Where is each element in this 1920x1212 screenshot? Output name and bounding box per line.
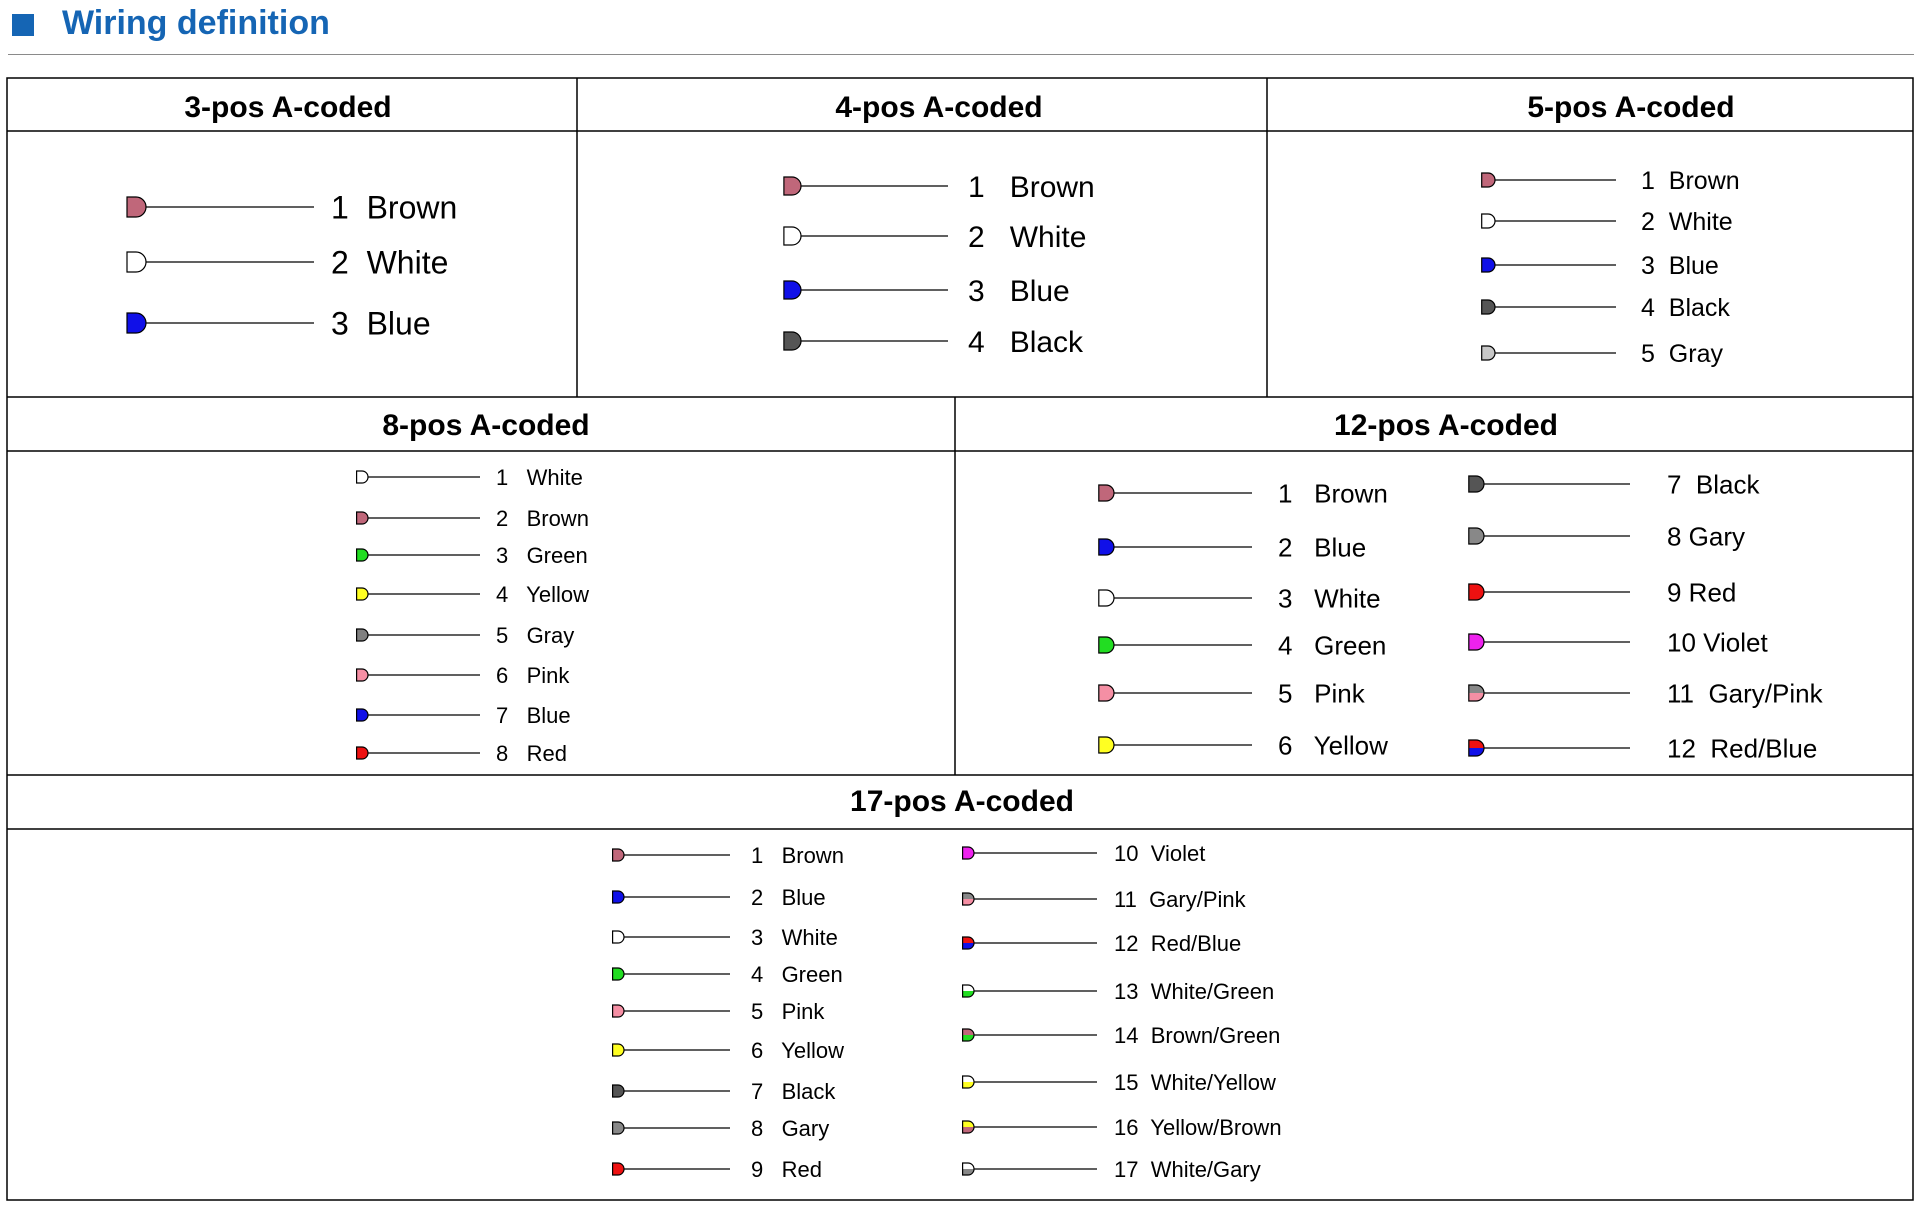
wire-connector-icon (127, 313, 146, 333)
wire-connector-icon (357, 512, 368, 524)
pin-label: 12 Red/Blue (1667, 733, 1818, 764)
pin-label: 1 Brown (968, 170, 1095, 204)
wire-connector-icon (1099, 539, 1114, 555)
pin-row (1099, 730, 1388, 760)
pin-row (1482, 208, 1733, 236)
pin-label: 13 White/Green (1114, 978, 1275, 1004)
wire-connector-icon (963, 847, 974, 859)
pin-label: 2 White (968, 220, 1087, 254)
pin-label: 5 Pink (751, 998, 825, 1024)
wire-connector-icon (127, 252, 146, 272)
pin-row (357, 465, 583, 490)
pin-label: 3 Green (496, 542, 588, 568)
pin-label: 1 Brown (1641, 167, 1740, 195)
wire-connector-icon (1099, 637, 1114, 653)
pin-label: 5 Gray (496, 622, 575, 648)
wire-connector-icon (613, 1085, 624, 1097)
pin-label: 16 Yellow/Brown (1114, 1114, 1282, 1140)
wire-connector-icon (1469, 528, 1484, 544)
pin-row (963, 1115, 1282, 1140)
pin-row (963, 887, 1247, 912)
wire-connector-icon (963, 1076, 974, 1088)
pin-row (357, 543, 588, 568)
pin-label: 10 Violet (1667, 627, 1768, 658)
wire-connector-icon (613, 1163, 624, 1175)
connector-title-8pos: 8-pos A-coded (382, 409, 590, 442)
pin-row (1469, 469, 1761, 499)
pin-row (963, 1070, 1276, 1095)
pin-label: 2 Blue (751, 884, 826, 910)
pin-row (613, 925, 838, 950)
pin-rows (127, 167, 1824, 1182)
pin-label: 7 Blue (496, 702, 571, 728)
pin-row (613, 962, 843, 987)
wire-connector-icon (127, 197, 146, 217)
wire-connector-icon (1469, 476, 1484, 492)
table-grid-lines (7, 78, 1913, 1200)
wire-connector-icon (357, 669, 368, 681)
wire-connector-icon (1482, 214, 1495, 228)
pin-row (357, 582, 589, 607)
pin-row (1469, 521, 1745, 551)
wire-connector-icon (1099, 485, 1114, 501)
pin-label: 11 Gary/Pink (1114, 886, 1246, 912)
pin-label: 4 Black (1641, 294, 1730, 322)
pin-row (963, 1157, 1261, 1182)
pin-label: 3 White (1278, 583, 1381, 614)
wire-connector-icon (1469, 584, 1484, 600)
wire-connector-icon (1099, 685, 1114, 701)
wire-connector-icon (784, 332, 801, 350)
pin-row (1482, 340, 1724, 368)
pin-label: 10 Violet (1114, 840, 1206, 866)
pin-label: 11 Gary/Pink (1667, 678, 1823, 709)
wire-connector-icon (1099, 590, 1114, 606)
wire-connector-icon (1469, 740, 1484, 756)
wire-connector-icon (784, 177, 801, 195)
connector-title-3pos: 3-pos A-coded (184, 91, 392, 124)
wire-connector-icon (963, 985, 974, 997)
pin-row (1482, 167, 1740, 195)
pin-row (613, 1116, 830, 1141)
pin-label: 9 Red (751, 1156, 822, 1182)
wire-connector-icon (357, 588, 368, 600)
wire-connector-icon (1482, 300, 1495, 314)
pin-row (963, 1023, 1281, 1048)
pin-label: 2 White (331, 244, 449, 281)
connector-title-17pos: 17-pos A-coded (850, 785, 1074, 818)
pin-row (357, 703, 571, 728)
pin-row (127, 245, 448, 281)
wire-connector-icon (613, 968, 624, 980)
pin-row (1099, 478, 1388, 508)
pin-label: 3 Blue (1641, 252, 1719, 280)
pin-row (1469, 577, 1737, 607)
wire-connector-icon (357, 747, 368, 759)
pin-row (613, 885, 826, 910)
pin-row (784, 221, 1086, 254)
pin-row (613, 999, 826, 1024)
pin-label: 8 Red (496, 740, 567, 766)
wire-connector-icon (963, 1163, 974, 1175)
pin-row (613, 1079, 837, 1104)
pin-row (357, 623, 575, 648)
pin-row (1482, 252, 1719, 280)
pin-row (784, 171, 1095, 204)
connector-title-4pos: 4-pos A-coded (835, 91, 1043, 124)
wire-connector-icon (1482, 173, 1495, 187)
pin-row (963, 931, 1242, 956)
pin-label: 2 Brown (496, 505, 589, 531)
pin-row (357, 741, 567, 766)
pin-row (963, 979, 1275, 1004)
pin-label: 6 Yellow (751, 1037, 844, 1063)
wire-connector-icon (357, 709, 368, 721)
pin-label: 2 Blue (1278, 532, 1367, 563)
pin-row (357, 506, 589, 531)
pin-label: 3 Blue (331, 305, 431, 342)
pin-row (1469, 627, 1769, 657)
wire-connector-icon (613, 1005, 624, 1017)
pin-label: 5 Gray (1641, 340, 1723, 368)
wire-connector-icon (963, 893, 974, 905)
wire-connector-icon (1099, 737, 1114, 753)
wire-connector-icon (1482, 258, 1495, 272)
wire-connector-icon (613, 931, 624, 943)
wire-connector-icon (357, 549, 368, 561)
section-title: Wiring definition (62, 4, 330, 42)
pin-label: 17 White/Gary (1114, 1156, 1261, 1182)
pin-row (1099, 678, 1366, 708)
pin-row (357, 663, 571, 688)
pin-row (1469, 678, 1824, 708)
wire-connector-icon (784, 281, 801, 299)
pin-row (1469, 733, 1818, 763)
pin-row (784, 275, 1070, 308)
pin-row (1099, 583, 1381, 613)
pin-row (127, 306, 431, 342)
pin-row (127, 190, 457, 226)
pin-label: 4 Black (968, 325, 1084, 359)
pin-label: 2 White (1641, 208, 1733, 236)
pin-label: 3 Blue (968, 274, 1070, 308)
pin-label: 7 Black (1667, 469, 1760, 500)
pin-label: 3 White (751, 924, 838, 950)
pin-label: 5 Pink (1278, 678, 1365, 709)
wire-connector-icon (613, 1044, 624, 1056)
pin-label: 1 White (496, 464, 583, 490)
pin-label: 12 Red/Blue (1114, 930, 1242, 956)
pin-label: 15 White/Yellow (1114, 1069, 1276, 1095)
pin-label: 1 Brown (751, 842, 844, 868)
pin-label: 6 Pink (496, 662, 570, 688)
pin-label: 8 Gary (751, 1115, 830, 1141)
pin-label: 9 Red (1667, 577, 1737, 608)
pin-row (1099, 532, 1366, 562)
wire-connector-icon (963, 1121, 974, 1133)
pin-label: 4 Yellow (496, 581, 589, 607)
pin-label: 4 Green (1278, 630, 1387, 661)
wire-connector-icon (784, 227, 801, 245)
pin-label: 4 Green (751, 961, 843, 987)
wire-connector-icon (357, 629, 368, 641)
wire-connector-icon (613, 1122, 624, 1134)
pin-row (1099, 630, 1387, 660)
pin-label: 1 Brown (1278, 478, 1388, 509)
pin-row (613, 1157, 822, 1182)
pin-label: 6 Yellow (1278, 730, 1388, 761)
wire-connector-icon (963, 1029, 974, 1041)
pin-row (613, 843, 844, 868)
wire-connector-icon (1469, 685, 1484, 701)
wire-connector-icon (613, 891, 624, 903)
wire-connector-icon (357, 471, 368, 483)
pin-label: 7 Black (751, 1078, 836, 1104)
wire-connector-icon (1482, 346, 1495, 360)
pin-row (784, 326, 1084, 359)
pin-row (613, 1038, 844, 1063)
wire-connector-icon (613, 849, 624, 861)
pin-label: 14 Brown/Green (1114, 1022, 1281, 1048)
wire-connector-icon (1469, 634, 1484, 650)
pin-label: 8 Gary (1667, 521, 1746, 552)
wire-connector-icon (963, 937, 974, 949)
connector-title-12pos: 12-pos A-coded (1334, 409, 1558, 442)
pin-label: 1 Brown (331, 189, 458, 226)
pin-row (1482, 294, 1731, 322)
pin-row (963, 841, 1206, 866)
connector-title-5pos: 5-pos A-coded (1527, 91, 1735, 124)
